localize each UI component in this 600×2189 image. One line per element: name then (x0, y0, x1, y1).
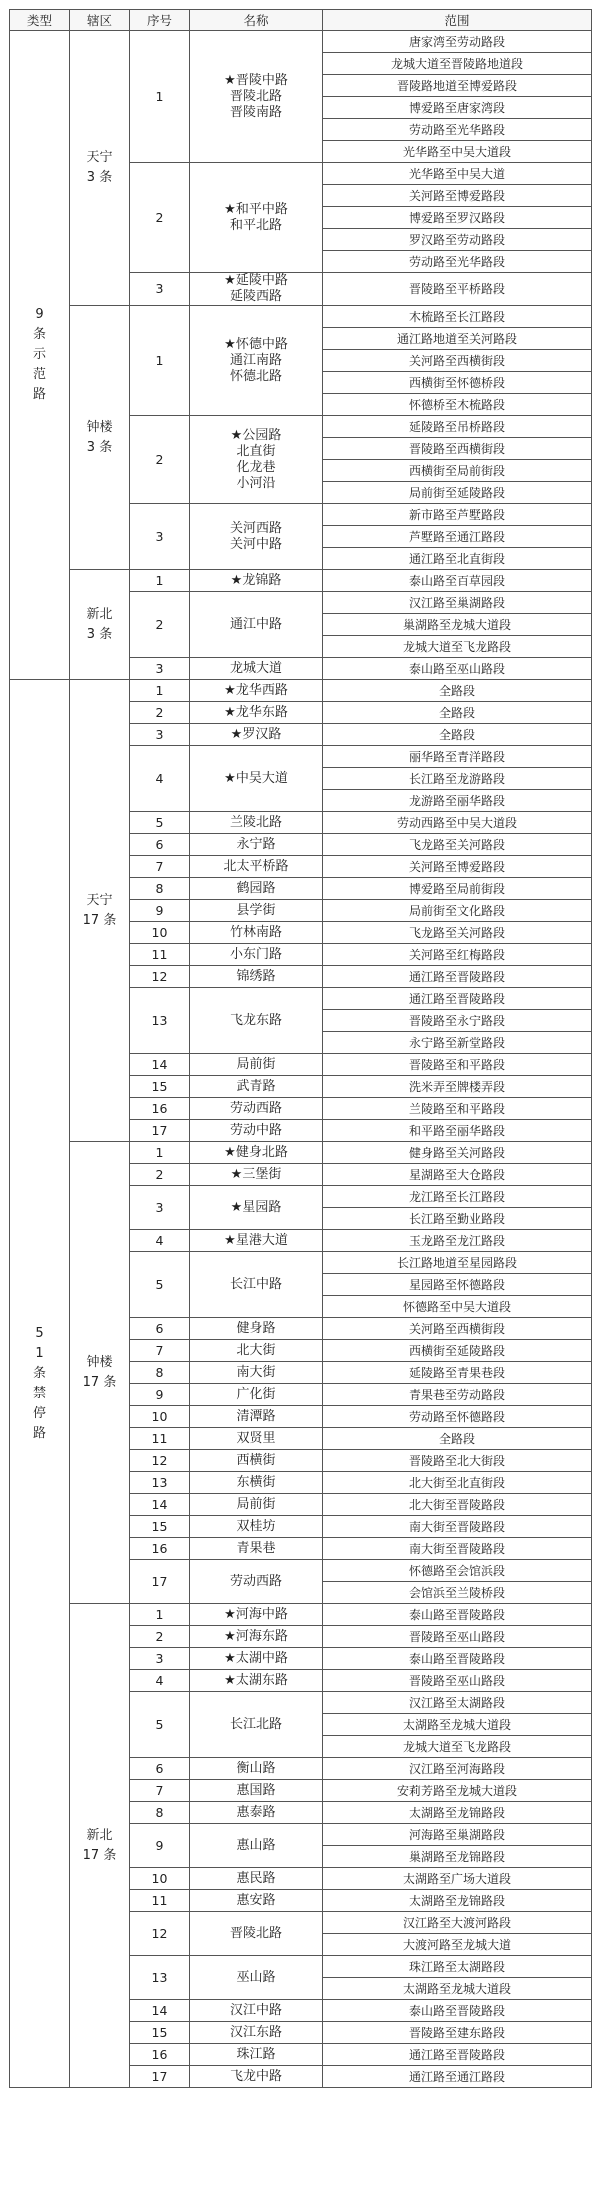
item-number: 13 (130, 1956, 190, 2000)
road-name: 晋陵北路 (190, 1912, 323, 1956)
item-number: 4 (130, 746, 190, 812)
road-name: 小东门路 (190, 944, 323, 966)
road-range: 怀德路至中吴大道段 (323, 1296, 592, 1318)
road-range: 通江路至通江路段 (323, 2066, 592, 2088)
item-number: 15 (130, 1076, 190, 1098)
road-name: 劳动西路 (190, 1560, 323, 1604)
road-range: 龙游路至丽华路段 (323, 790, 592, 812)
road-range: 大渡河路至龙城大道 (323, 1934, 592, 1956)
district-cell: 新北 3 条 (70, 570, 130, 680)
item-number: 9 (130, 900, 190, 922)
road-range: 关河路至西横街段 (323, 350, 592, 372)
road-parking-table (9, 9, 592, 2088)
road-name: 惠民路 (190, 1868, 323, 1890)
road-range: 晋陵路至巫山路段 (323, 1626, 592, 1648)
road-range: 晋陵路地道至博爱路段 (323, 75, 592, 97)
road-range: 玉龙路至龙江路段 (323, 1230, 592, 1252)
road-range: 龙江路至长江路段 (323, 1186, 592, 1208)
item-number: 4 (130, 1670, 190, 1692)
item-number: 3 (130, 724, 190, 746)
road-range: 局前街至延陵路段 (323, 482, 592, 504)
road-range: 巢湖路至龙锦路段 (323, 1846, 592, 1868)
road-range: 飞龙路至关河路段 (323, 834, 592, 856)
road-range: 劳动路至光华路段 (323, 251, 592, 273)
road-range: 延陵路至青果巷段 (323, 1362, 592, 1384)
item-number: 1 (130, 1142, 190, 1164)
road-range: 全路段 (323, 680, 592, 702)
road-range: 罗汉路至劳动路段 (323, 229, 592, 251)
item-number: 3 (130, 504, 190, 570)
road-name: ★龙锦路 (190, 570, 323, 592)
road-range: 通江路至北直街段 (323, 548, 592, 570)
item-number: 6 (130, 1318, 190, 1340)
road-range: 永宁路至新堂路段 (323, 1032, 592, 1054)
road-range: 汉江路至巢湖路段 (323, 592, 592, 614)
road-name: 青果巷 (190, 1538, 323, 1560)
road-range: 巢湖路至龙城大道段 (323, 614, 592, 636)
road-range: 劳动路至光华路段 (323, 119, 592, 141)
road-range: 南大街至晋陵路段 (323, 1516, 592, 1538)
road-range: 南大街至晋陵路段 (323, 1538, 592, 1560)
road-name: 通江中路 (190, 592, 323, 658)
road-range: 珠江路至太湖路段 (323, 1956, 592, 1978)
item-number: 15 (130, 1516, 190, 1538)
road-range: 汉江路至太湖路段 (323, 1692, 592, 1714)
road-range: 泰山路至晋陵路段 (323, 1604, 592, 1626)
road-range: 太湖路至龙锦路段 (323, 1890, 592, 1912)
road-name: ★河海东路 (190, 1626, 323, 1648)
item-number: 7 (130, 1780, 190, 1802)
road-name: ★怀德中路 通江南路 怀德北路 (190, 306, 323, 416)
item-number: 2 (130, 592, 190, 658)
road-range: 全路段 (323, 1428, 592, 1450)
road-name: 西横街 (190, 1450, 323, 1472)
road-range: 和平路至丽华路段 (323, 1120, 592, 1142)
item-number: 12 (130, 1450, 190, 1472)
road-name: ★龙华东路 (190, 702, 323, 724)
road-name: 飞龙东路 (190, 988, 323, 1054)
road-range: 太湖路至龙锦路段 (323, 1802, 592, 1824)
road-name: 健身路 (190, 1318, 323, 1340)
road-range: 北大街至晋陵路段 (323, 1494, 592, 1516)
road-name: 永宁路 (190, 834, 323, 856)
road-range: 长江路地道至星园路段 (323, 1252, 592, 1274)
item-number: 9 (130, 1824, 190, 1868)
road-range: 全路段 (323, 702, 592, 724)
item-number: 3 (130, 1648, 190, 1670)
road-range: 关河路至博爱路段 (323, 185, 592, 207)
road-name: 县学街 (190, 900, 323, 922)
item-number: 13 (130, 988, 190, 1054)
road-range: 洗米弄至牌楼弄段 (323, 1076, 592, 1098)
table-row (10, 1604, 592, 1626)
item-number: 7 (130, 1340, 190, 1362)
road-range: 博爱路至唐家湾段 (323, 97, 592, 119)
road-range: 关河路至西横街段 (323, 1318, 592, 1340)
road-name: 广化街 (190, 1384, 323, 1406)
road-range: 汉江路至河海路段 (323, 1758, 592, 1780)
item-number: 8 (130, 1802, 190, 1824)
item-number: 10 (130, 1868, 190, 1890)
road-range: 关河路至红梅路段 (323, 944, 592, 966)
header-name: 名称 (190, 10, 323, 31)
road-range: 龙城大道至晋陵路地道段 (323, 53, 592, 75)
road-range: 长江路至勤业路段 (323, 1208, 592, 1230)
header-row (10, 10, 592, 31)
item-number: 1 (130, 680, 190, 702)
road-name: ★晋陵中路 晋陵北路 晋陵南路 (190, 31, 323, 163)
header-number: 序号 (130, 10, 190, 31)
item-number: 7 (130, 856, 190, 878)
item-number: 1 (130, 570, 190, 592)
item-number: 10 (130, 1406, 190, 1428)
item-number: 2 (130, 702, 190, 724)
road-name: 局前街 (190, 1494, 323, 1516)
road-range: 太湖路至广场大道段 (323, 1868, 592, 1890)
item-number: 11 (130, 1890, 190, 1912)
road-name: 武青路 (190, 1076, 323, 1098)
item-number: 12 (130, 966, 190, 988)
road-name: 惠山路 (190, 1824, 323, 1868)
item-number: 5 (130, 1692, 190, 1758)
road-range: 局前街至文化路段 (323, 900, 592, 922)
road-range: 劳动西路至中吴大道段 (323, 812, 592, 834)
road-range: 长江路至龙游路段 (323, 768, 592, 790)
road-name: ★中吴大道 (190, 746, 323, 812)
item-number: 15 (130, 2022, 190, 2044)
road-name: 竹林南路 (190, 922, 323, 944)
item-number: 17 (130, 1120, 190, 1142)
road-name: 飞龙中路 (190, 2066, 323, 2088)
road-range: 木梳路至长江路段 (323, 306, 592, 328)
road-range: 通江路至晋陵路段 (323, 988, 592, 1010)
type-label: 51 条 禁 停 路 (32, 1325, 46, 1441)
road-range: 西横街至局前街段 (323, 460, 592, 482)
road-range: 飞龙路至关河路段 (323, 922, 592, 944)
road-name: ★公园路 北直街 化龙巷 小河沿 (190, 416, 323, 504)
type-cell (10, 31, 70, 680)
road-name: 北太平桥路 (190, 856, 323, 878)
district-cell: 钟楼 3 条 (70, 306, 130, 570)
item-number: 2 (130, 163, 190, 273)
road-name: ★星园路 (190, 1186, 323, 1230)
road-name: 衡山路 (190, 1758, 323, 1780)
road-range: 龙城大道至飞龙路段 (323, 1736, 592, 1758)
road-range: 芦墅路至通江路段 (323, 526, 592, 548)
table-row (10, 31, 592, 53)
item-number: 17 (130, 1560, 190, 1604)
road-range: 丽华路至青洋路段 (323, 746, 592, 768)
road-range: 西横街至怀德桥段 (323, 372, 592, 394)
district-cell: 天宁 3 条 (70, 31, 130, 306)
item-number: 11 (130, 1428, 190, 1450)
table-row (10, 570, 592, 592)
road-name: 巫山路 (190, 1956, 323, 2000)
road-range: 晋陵路至和平路段 (323, 1054, 592, 1076)
road-name: 劳动西路 (190, 1098, 323, 1120)
item-number: 14 (130, 1494, 190, 1516)
item-number: 9 (130, 1384, 190, 1406)
road-range: 延陵路至吊桥路段 (323, 416, 592, 438)
road-name: ★三堡街 (190, 1164, 323, 1186)
table-body (10, 31, 592, 2088)
road-name: 清潭路 (190, 1406, 323, 1428)
road-range: 太湖路至龙城大道段 (323, 1714, 592, 1736)
item-number: 2 (130, 1626, 190, 1648)
item-number: 8 (130, 1362, 190, 1384)
road-range: 光华路至中吴大道段 (323, 141, 592, 163)
item-number: 3 (130, 273, 190, 306)
road-range: 博爱路至局前街段 (323, 878, 592, 900)
road-range: 晋陵路至平桥路段 (323, 273, 592, 306)
road-range: 汉江路至大渡河路段 (323, 1912, 592, 1934)
item-number: 8 (130, 878, 190, 900)
road-range: 安莉芳路至龙城大道段 (323, 1780, 592, 1802)
road-range: 劳动路至怀德路段 (323, 1406, 592, 1428)
district-cell: 新北 17 条 (70, 1604, 130, 2088)
road-name: ★和平中路 和平北路 (190, 163, 323, 273)
item-number: 12 (130, 1912, 190, 1956)
road-range: 兰陵路至和平路段 (323, 1098, 592, 1120)
road-name: ★太湖东路 (190, 1670, 323, 1692)
header-district: 辖区 (70, 10, 130, 31)
item-number: 10 (130, 922, 190, 944)
road-name: 双桂坊 (190, 1516, 323, 1538)
item-number: 16 (130, 1538, 190, 1560)
road-name: 龙城大道 (190, 658, 323, 680)
item-number: 3 (130, 658, 190, 680)
road-name: ★龙华西路 (190, 680, 323, 702)
road-range: 泰山路至晋陵路段 (323, 1648, 592, 1670)
road-name: 珠江路 (190, 2044, 323, 2066)
road-range: 晋陵路至北大街段 (323, 1450, 592, 1472)
road-name: ★河海中路 (190, 1604, 323, 1626)
road-range: 星湖路至大仓路段 (323, 1164, 592, 1186)
road-table-page (9, 9, 591, 2180)
header-type: 类型 (10, 10, 70, 31)
road-name: 汉江东路 (190, 2022, 323, 2044)
district-cell: 钟楼 17 条 (70, 1142, 130, 1604)
road-range: 龙城大道至飞龙路段 (323, 636, 592, 658)
road-range: 唐家湾至劳动路段 (323, 31, 592, 53)
road-name: 汉江中路 (190, 2000, 323, 2022)
road-range: 晋陵路至永宁路段 (323, 1010, 592, 1032)
road-range: 星园路至怀德路段 (323, 1274, 592, 1296)
item-number: 6 (130, 1758, 190, 1780)
item-number: 14 (130, 1054, 190, 1076)
item-number: 2 (130, 1164, 190, 1186)
road-name: 关河西路 关河中路 (190, 504, 323, 570)
road-range: 西横街至延陵路段 (323, 1340, 592, 1362)
item-number: 5 (130, 812, 190, 834)
item-number: 5 (130, 1252, 190, 1318)
road-name: 鹤园路 (190, 878, 323, 900)
road-name: 双贤里 (190, 1428, 323, 1450)
road-range: 泰山路至巫山路段 (323, 658, 592, 680)
item-number: 11 (130, 944, 190, 966)
road-range: 光华路至中吴大道 (323, 163, 592, 185)
item-number: 1 (130, 31, 190, 163)
road-range: 泰山路至百草园段 (323, 570, 592, 592)
district-cell: 天宁 17 条 (70, 680, 130, 1142)
road-name: ★健身北路 (190, 1142, 323, 1164)
road-range: 关河路至博爱路段 (323, 856, 592, 878)
road-name: ★星港大道 (190, 1230, 323, 1252)
road-name: 锦绣路 (190, 966, 323, 988)
road-range: 晋陵路至西横街段 (323, 438, 592, 460)
table-row (10, 306, 592, 328)
road-range: 晋陵路至巫山路段 (323, 1670, 592, 1692)
road-range: 通江路地道至关河路段 (323, 328, 592, 350)
road-range: 全路段 (323, 724, 592, 746)
item-number: 16 (130, 1098, 190, 1120)
item-number: 3 (130, 1186, 190, 1230)
road-name: 惠安路 (190, 1890, 323, 1912)
road-name: 局前街 (190, 1054, 323, 1076)
road-name: 东横街 (190, 1472, 323, 1494)
road-range: 河海路至巢湖路段 (323, 1824, 592, 1846)
item-number: 1 (130, 1604, 190, 1626)
road-range: 健身路至关河路段 (323, 1142, 592, 1164)
road-range: 博爱路至罗汉路段 (323, 207, 592, 229)
item-number: 1 (130, 306, 190, 416)
road-name: ★太湖中路 (190, 1648, 323, 1670)
road-name: ★延陵中路 延陵西路 (190, 273, 323, 306)
road-range: 北大街至北直街段 (323, 1472, 592, 1494)
road-range: 怀德路至会馆浜段 (323, 1560, 592, 1582)
item-number: 4 (130, 1230, 190, 1252)
type-label: 9 条 示 范 路 (32, 307, 46, 402)
road-range: 通江路至晋陵路段 (323, 966, 592, 988)
road-name: ★罗汉路 (190, 724, 323, 746)
road-range: 新市路至芦墅路段 (323, 504, 592, 526)
table-row (10, 1142, 592, 1164)
type-cell (10, 680, 70, 2088)
road-name: 南大街 (190, 1362, 323, 1384)
road-name: 长江北路 (190, 1692, 323, 1758)
road-name: 惠国路 (190, 1780, 323, 1802)
road-range: 怀德桥至木梳路段 (323, 394, 592, 416)
item-number: 13 (130, 1472, 190, 1494)
road-range: 泰山路至晋陵路段 (323, 2000, 592, 2022)
road-range: 会馆浜至兰陵桥段 (323, 1582, 592, 1604)
item-number: 14 (130, 2000, 190, 2022)
road-range: 晋陵路至建东路段 (323, 2022, 592, 2044)
header-range: 范围 (323, 10, 592, 31)
road-range: 青果巷至劳动路段 (323, 1384, 592, 1406)
road-name: 惠泰路 (190, 1802, 323, 1824)
road-name: 兰陵北路 (190, 812, 323, 834)
road-range: 太湖路至龙城大道段 (323, 1978, 592, 2000)
road-name: 北大街 (190, 1340, 323, 1362)
road-name: 劳动中路 (190, 1120, 323, 1142)
table-row (10, 680, 592, 702)
item-number: 6 (130, 834, 190, 856)
item-number: 2 (130, 416, 190, 504)
road-name: 长江中路 (190, 1252, 323, 1318)
item-number: 17 (130, 2066, 190, 2088)
road-range: 通江路至晋陵路段 (323, 2044, 592, 2066)
item-number: 16 (130, 2044, 190, 2066)
